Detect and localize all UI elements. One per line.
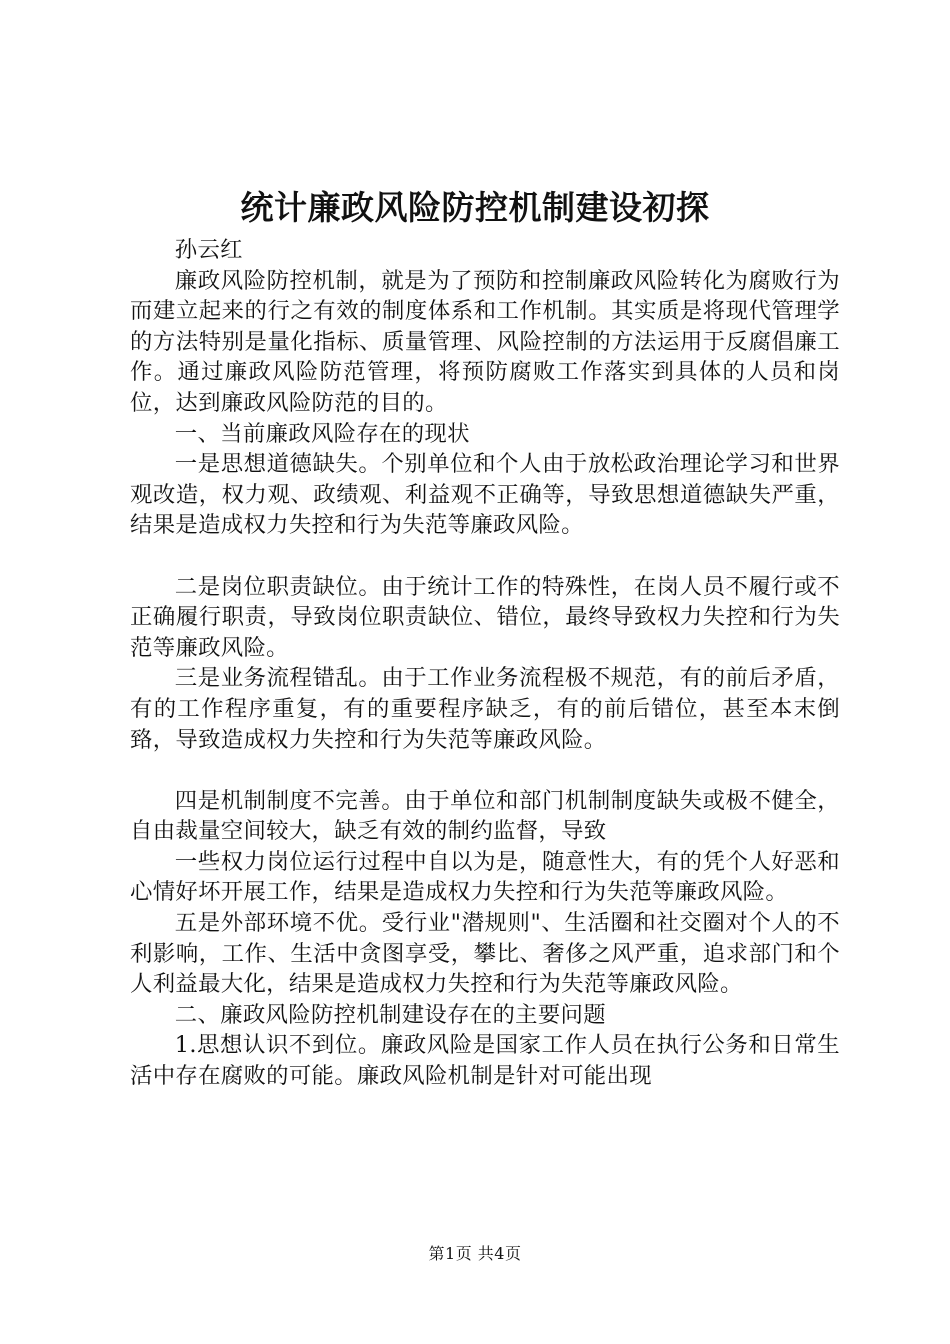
paragraph-spacer: [130, 755, 840, 786]
paragraph-point-4-continued: 一些权力岗位运行过程中自以为是，随意性大，有的凭个人好恶和心情好坏开展工作，结果是造成权力失控和行为失范等廉政风险。: [130, 848, 840, 906]
paragraph-point-1: 一是思想道德缺失。个别单位和个人由于放松政治理论学习和世界观改造，权力观、政绩观、利益观不正确等，导致思想道德缺失严重，结果是造成权力失控和行为失范等廉政风险。: [130, 451, 840, 539]
document-title: 统计廉政风险防控机制建设初探: [240, 188, 710, 227]
paragraph-point-5: 五是外部环境不优。受行业"潜规则"、生活圈和社交圈对个人的不利影响，工作、生活中贪图享受，攀比、奢侈之风严重，追求部门和个人利益最大化，结果是造成权力失控和行为失范等廉政风险。: [130, 910, 840, 998]
paragraph-intro: 廉政风险防控机制，就是为了预防和控制廉政风险转化为腐败行为而建立起来的行之有效的制度体系和工作机制。其实质是将现代管理学的方法特别是量化指标、质量管理、风险控制的方法运用于反腐倡廉工作。通过廉政风险防范管理，将预防腐败工作落实到具体的人员和岗位，达到廉政风险防范的目的。: [130, 267, 840, 416]
author-line: 孙云红: [174, 237, 243, 263]
paragraph-problem-1: 1.思想认识不到位。廉政风险是国家工作人员在执行公务和日常生活中存在腐败的可能。廉政风险机制是针对可能出现: [130, 1032, 840, 1090]
document-body: [130, 235, 840, 1092]
page-footer: 第1页 共4页: [428, 1244, 522, 1263]
paragraph-point-4: 四是机制制度不完善。由于单位和部门机制制度缺失或极不健全，自由裁量空间较大，缺乏有效的制约监督，导致: [130, 787, 840, 845]
section-heading-2: 二、廉政风险防控机制建设存在的主要问题: [174, 1001, 606, 1028]
paragraph-point-2: 二是岗位职责缺位。由于统计工作的特殊性，在岗人员不履行或不正确履行职责，导致岗位职责缺位、错位，最终导致权力失控和行为失范等廉政风险。: [130, 573, 840, 661]
section-heading-1: 一、当前廉政风险存在的现状: [174, 420, 470, 447]
paragraph-spacer: [130, 541, 840, 572]
paragraph-point-3: 三是业务流程错乱。由于工作业务流程极不规范，有的前后矛盾，有的工作程序重复，有的重要程序缺乏，有的前后错位，甚至本末倒臵，导致造成权力失控和行为失范等廉政风险。: [130, 665, 840, 753]
